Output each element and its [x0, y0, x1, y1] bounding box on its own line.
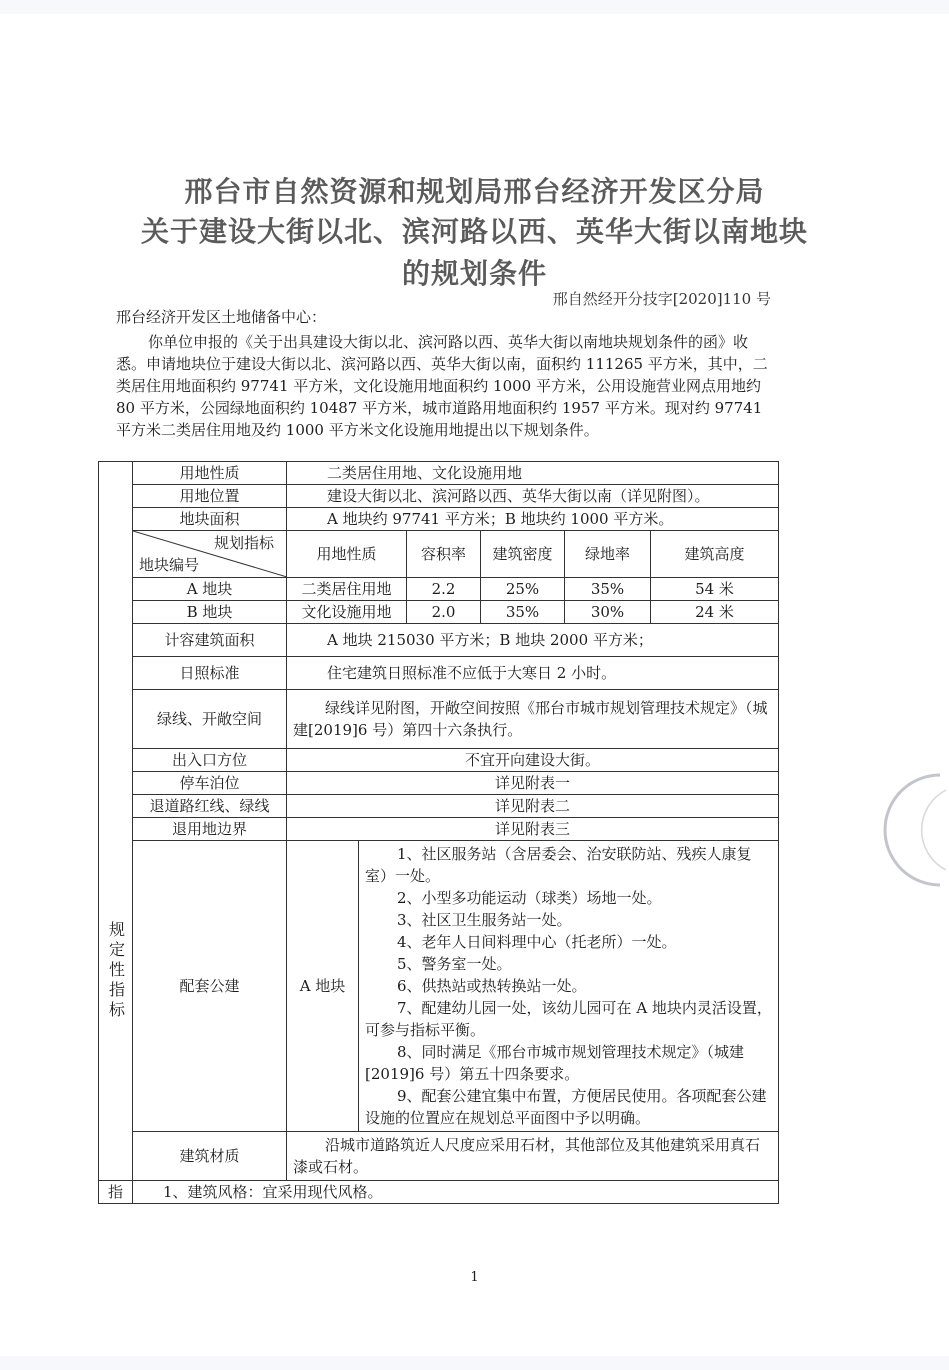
title-line-2: 关于建设大街以北、滨河路以西、英华大街以南地块 — [140, 215, 808, 248]
list-item: 9、配套公建宜集中布置，方便居民使用。各项配套公建设施的位置应在规划总平面图中予以明确。 — [365, 1087, 767, 1127]
plot-use: 文化设施用地 — [287, 601, 407, 624]
area-value: A 地块约 97741 平方米；B 地块约 1000 平方米。 — [287, 508, 779, 531]
header-far: 容积率 — [407, 531, 481, 578]
addressee: 邢台经济开发区土地储备中心： — [116, 308, 327, 326]
gfa-value: A 地块 215030 平方米；B 地块 2000 平方米； — [287, 624, 779, 657]
plot-id: B 地块 — [133, 601, 287, 624]
facility-plot: A 地块 — [287, 841, 359, 1132]
material-label: 建筑材质 — [133, 1132, 287, 1181]
table-row — [99, 578, 779, 601]
stamp-fragment — [880, 770, 949, 890]
guide-side-label: 指 — [99, 1181, 133, 1204]
green-space-label: 绿线、开敞空间 — [133, 690, 287, 749]
boundary-value: 详见附表三 — [287, 818, 779, 841]
diag-top-label: 规划指标 — [213, 534, 274, 552]
list-item: 3、社区卫生服务站一处。 — [397, 911, 572, 929]
plot-density: 25% — [481, 578, 565, 601]
page-number: 1 — [470, 1270, 479, 1285]
plot-height: 54 米 — [651, 578, 779, 601]
parking-value: 详见附表一 — [287, 772, 779, 795]
guide-value: 1、建筑风格：宜采用现代风格。 — [133, 1181, 779, 1204]
boundary-label: 退用地边界 — [133, 818, 287, 841]
material-value: 沿城市道路筑近人尺度应采用石材，其他部位及其他建筑采用真石漆或石材。 — [287, 1132, 779, 1181]
plot-far: 2.2 — [407, 578, 481, 601]
gfa-label: 计容建筑面积 — [133, 624, 287, 657]
plot-green: 30% — [565, 601, 651, 624]
list-item: 5、警务室一处。 — [397, 955, 512, 973]
plot-height: 24 米 — [651, 601, 779, 624]
header-green: 绿地率 — [565, 531, 651, 578]
plot-green: 35% — [565, 578, 651, 601]
setback-label: 退道路红线、绿线 — [133, 795, 287, 818]
access-value: 不宜开向建设大街。 — [287, 749, 779, 772]
side-label: 规定性指标 — [106, 921, 126, 1021]
area-label: 地块面积 — [133, 508, 287, 531]
diagonal-header-cell — [133, 531, 287, 578]
facility-label: 配套公建 — [133, 841, 287, 1132]
title-line-3: 的规划条件 — [401, 257, 547, 290]
title-line-1: 邢台市自然资源和规划局邢台经济开发区分局 — [184, 175, 765, 208]
parking-label: 停车泊位 — [133, 772, 287, 795]
planning-conditions-table — [98, 461, 779, 1204]
body-paragraph: 你单位申报的《关于出具建设大街以北、滨河路以西、英华大街以南地块规划条件的函》收悉。申请地块位于建设大街以北、滨河路以西、英华大街以南，面积约 111265 平方米，其中，二类居住用地面积约 97741 平方米，文化设施用地面积约 1000 平方米，公用设施营业网点用地约 80 平方米，公园绿地面积约 10487 平方米，城市道路用地面积约 1957 平方米。现对约 97741 平方米二类居住用地及约 1000 平方米文化设施用地提出以下规划条件。 — [116, 333, 768, 439]
list-item: 7、配建幼儿园一处，该幼儿园可在 A 地块内灵活设置，可参与指标平衡。 — [365, 999, 772, 1039]
location-label: 用地位置 — [133, 485, 287, 508]
plot-id: A 地块 — [133, 578, 287, 601]
list-item: 8、同时满足《邢台市城市规划管理技术规定》（城建[2019]6 号）第五十四条要求。 — [365, 1043, 745, 1083]
access-label: 出入口方位 — [133, 749, 287, 772]
setback-value: 详见附表二 — [287, 795, 779, 818]
location-value: 建设大街以北、滨河路以西、英华大街以南（详见附图）。 — [287, 485, 779, 508]
plot-far: 2.0 — [407, 601, 481, 624]
document-number: 邢自然经开分技字[2020]110 号 — [552, 290, 771, 308]
header-density: 建筑密度 — [481, 531, 565, 578]
plot-use: 二类居住用地 — [287, 578, 407, 601]
sunlight-value: 住宅建筑日照标准不应低于大寒日 2 小时。 — [287, 657, 779, 690]
table-row — [99, 601, 779, 624]
header-height: 建筑高度 — [651, 531, 779, 578]
land-use-label: 用地性质 — [133, 462, 287, 485]
green-space-value: 绿线详见附图，开敞空间按照《邢台市城市规划管理技术规定》（城建[2019]6 号）第四十六条执行。 — [287, 690, 779, 749]
header-land-use: 用地性质 — [287, 531, 407, 578]
side-label-cell — [99, 462, 133, 1181]
sunlight-label: 日照标准 — [133, 657, 287, 690]
list-item: 4、老年人日间料理中心（托老所）一处。 — [397, 933, 677, 951]
list-item: 2、小型多功能运动（球类）场地一处。 — [397, 889, 662, 907]
facility-list — [359, 841, 779, 1132]
land-use-value: 二类居住用地、文化设施用地 — [287, 462, 779, 485]
plot-density: 35% — [481, 601, 565, 624]
diag-bottom-label: 地块编号 — [139, 556, 200, 574]
list-item: 6、供热站或热转换站一处。 — [397, 977, 587, 995]
list-item: 1、社区服务站（含居委会、治安联防站、残疾人康复室）一处。 — [365, 845, 752, 885]
